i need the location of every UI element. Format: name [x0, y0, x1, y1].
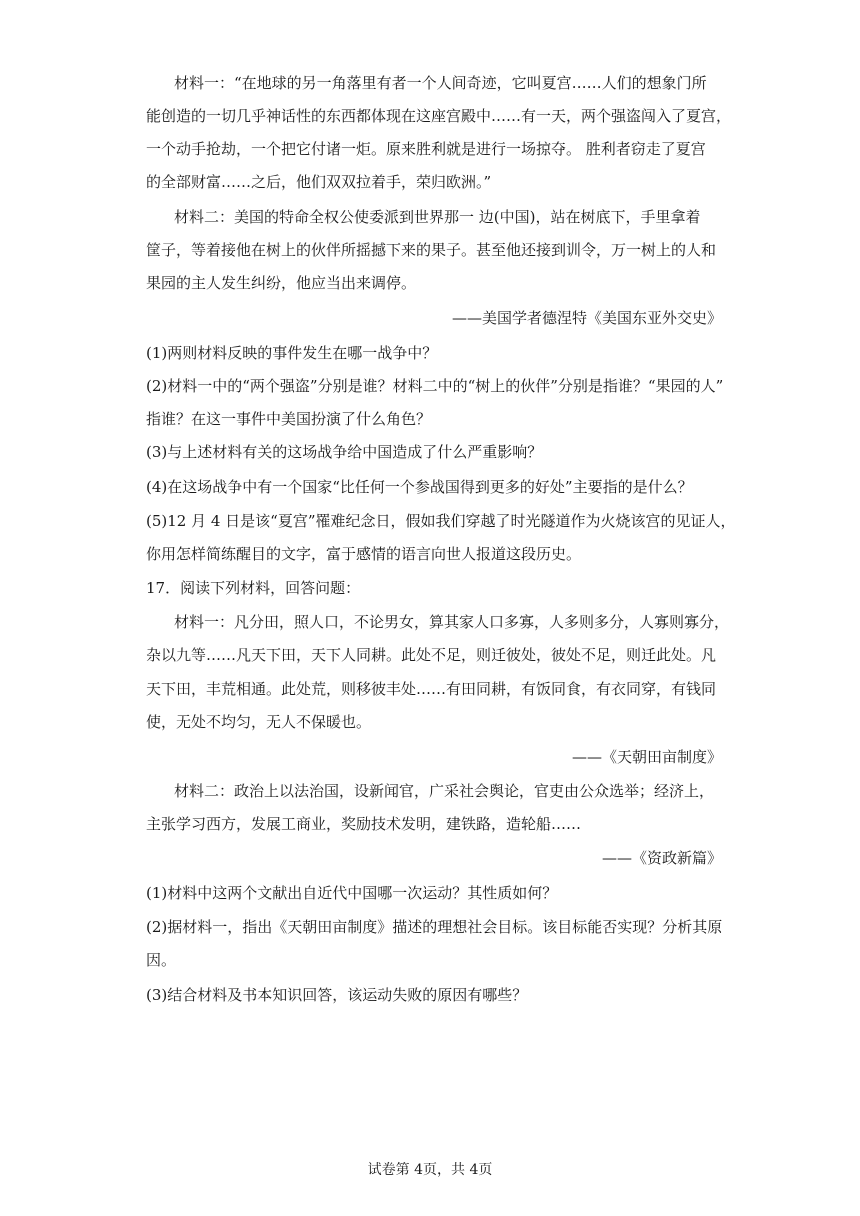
q17-material1-line: 天下田，丰荒相通。此处荒，则移彼丰处……有田同耕，有饭同食，有衣同穿，有钱同 [146, 680, 717, 698]
q16-question: 你用怎样简练醒目的文字，富于感情的语言向世人报道这段历史。 [146, 545, 582, 563]
q17-question: (1)材料中这两个文献出自近代中国哪一次运动？其性质如何？ [146, 884, 558, 902]
q17-material1-line: 材料一：凡分田，照人口，不论男女，算其家人口多寡，人多则多分，人寡则寡分， [174, 613, 730, 631]
q16-question: (3)与上述材料有关的这场战争给中国造成了什么严重影响？ [146, 443, 543, 461]
q17-question: (2)据材料一，指出《天朝田亩制度》描述的理想社会目标。该目标能否实现？分析其原 [146, 918, 723, 936]
q16-question: (1)两则材料反映的事件发生在哪一战争中？ [146, 344, 438, 362]
q17-material2-line: 材料二：政治上以法治国，设新闻官，广采社会舆论，官吏由公众选举；经济上， [174, 782, 715, 800]
q16-material1-line: 材料一：“在地球的另一角落里有者一个人间奇迹，它叫夏宫……人们的想象门所 [174, 74, 707, 92]
q17-source2: ——《资政新篇》 [601, 849, 722, 867]
q16-source: ——美国学者德涅特《美国东亚外交史》 [451, 309, 722, 327]
q17-source1: ——《天朝田亩制度》 [571, 748, 722, 766]
q16-question: (5)12 月 4 日是该“夏宫”罹难纪念日，假如我们穿越了时光隧道作为火烧该宫的见证人， [146, 512, 736, 530]
q16-material1-line: 能创造的一切几乎神话性的东西都体现在这座宫殿中……有一天，两个强盗闯入了夏宫， [146, 107, 732, 125]
q17-title: 17．阅读下列材料，回答问题： [146, 579, 361, 597]
q16-material1-line: 的全部财富……之后，他们双双拉着手，荣归欧洲。” [146, 173, 492, 191]
q17-material1-line: 杂以九等……凡天下田，天下人同耕。此处不足，则迁彼处，彼处不足，则迁此处。凡 [146, 646, 717, 664]
q17-question: (3)结合材料及书本知识回答，该运动失败的原因有哪些？ [146, 986, 528, 1004]
q16-question: (4)在这场战争中有一个国家“比任何一个参战国得到更多的好处”主要指的是什么？ [146, 478, 693, 496]
page-footer: 试卷第 4页，共 4页 [367, 1162, 493, 1178]
q16-question: (2)材料一中的“两个强盗”分别是谁？材料二中的“树上的伙伴”分别是指谁？“果园的人” [146, 377, 724, 395]
q17-material1-line: 使，无处不均匀，无人不保暖也。 [146, 713, 372, 731]
q16-material2-line: 果园的主人发生纠纷，他应当出来调停。 [146, 274, 417, 292]
q16-material2-line: 筐子，等着接他在树上的伙伴所摇撼下来的果子。甚至他还接到训令，万一树上的人和 [146, 241, 717, 259]
q16-question: 指谁？在这一事件中美国扮演了什么角色？ [146, 410, 432, 428]
q17-material2-line: 主张学习西方，发展工商业，奖励技术发明，建铁路，造轮船…… [146, 815, 582, 833]
q16-material2-line: 材料二：美国的特命全权公使委派到世界那一 边(中国)，站在树底下，手里拿着 [174, 208, 701, 226]
q17-question: 因。 [146, 951, 177, 969]
q16-material1-line: 一个动手抢劫，一个把它付诸一炬。原来胜利就是进行一场掠夺。 胜利者窃走了夏宫 [146, 140, 706, 158]
